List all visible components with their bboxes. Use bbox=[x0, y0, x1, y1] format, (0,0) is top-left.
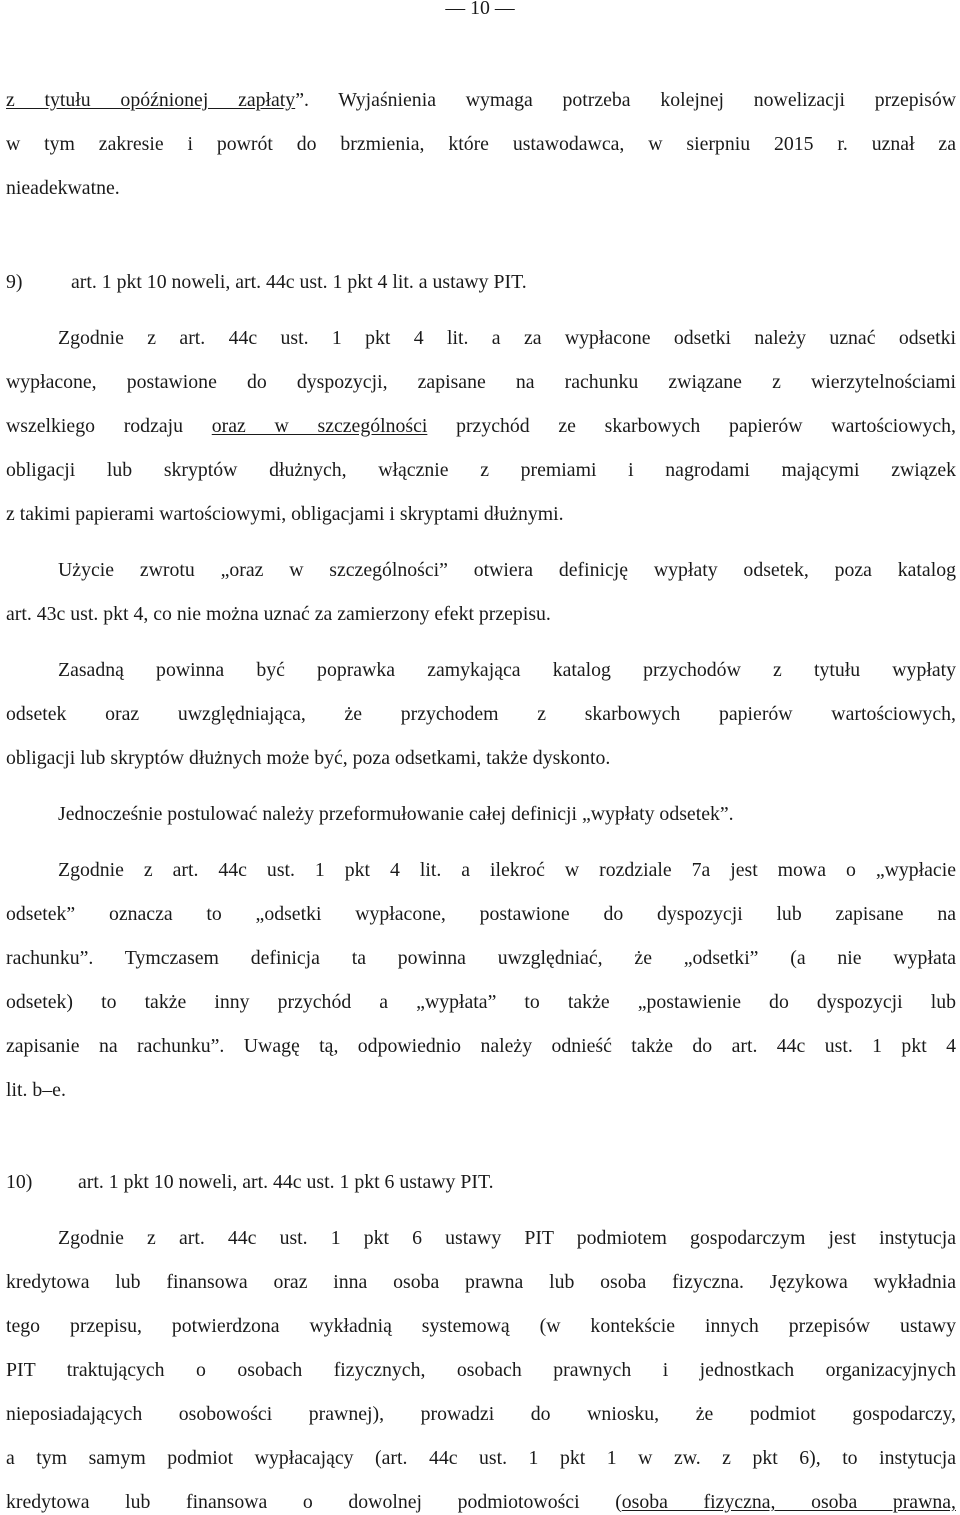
text-line: Zgodnie z art. 44c ust. 1 pkt 6 ustawy PIT podmiotem gospodarczym jest instytucja bbox=[58, 1227, 956, 1249]
text-line bbox=[6, 414, 956, 438]
text-line: odsetek” oznacza to „odsetki wypłacone, postawione do dyspozycji lub zapisane na bbox=[6, 903, 956, 925]
section-title: art. 1 pkt 10 noweli, art. 44c ust. 1 pkt 4 lit. a ustawy PIT. bbox=[71, 271, 527, 293]
underlined-phrase: osoba fizyczna, osoba prawna, bbox=[621, 1491, 956, 1513]
underlined-phrase: z tytułu opóźnionej zapłaty bbox=[6, 89, 296, 111]
text-line: kredytowa lub finansowa oraz inna osoba prawna lub osoba fizyczna. Językowa wykładnia bbox=[6, 1271, 956, 1293]
text-line: odsetek oraz uwzględniająca, że przychodem z skarbowych papierów wartościowych, bbox=[6, 703, 956, 725]
text-line: art. 43c ust. pkt 4, co nie można uznać za zamierzony efekt przepisu. bbox=[6, 603, 551, 625]
text-line: wypłacone, postawione do dyspozycji, zapisane na rachunku związane z wierzytelnościami bbox=[6, 371, 956, 393]
text-line: zapisanie na rachunku”. Uwagę tą, odpowiednio należy odnieść także do art. 44c ust. 1 pkt 4 bbox=[6, 1035, 956, 1057]
text-line: rachunku”. Tymczasem definicja ta powinna uwzględniać, że „odsetki” (a nie wypłata bbox=[6, 947, 956, 969]
text-line: z takimi papierami wartościowymi, obligacjami i skryptami dłużnymi. bbox=[6, 503, 564, 525]
text-line: odsetek) to także inny przychód a „wypłata” to także „postawienie do dyspozycji lub bbox=[6, 991, 956, 1013]
text-line: obligacji lub skryptów dłużnych może być, poza odsetkami, także dyskonto. bbox=[6, 747, 611, 769]
text-fragment: wszelkiego rodzaju bbox=[6, 415, 212, 437]
text-fragment: ”. Wyjaśnienia wymaga potrzeba kolejnej nowelizacji przepisów bbox=[295, 89, 956, 111]
text-line: nieposiadających osobowości prawnej), prowadzi do wniosku, że podmiot gospodarczy, bbox=[6, 1403, 956, 1425]
page-number: — 10 — bbox=[445, 0, 515, 19]
text-line: Zgodnie z art. 44c ust. 1 pkt 4 lit. a za wypłacone odsetki należy uznać odsetki bbox=[58, 327, 956, 349]
text-line: Zasadną powinna być poprawka zamykająca katalog przychodów z tytułu wypłaty bbox=[58, 659, 956, 681]
text-line: Użycie zwrotu „oraz w szczególności” otwiera definicję wypłaty odsetek, poza katalog bbox=[58, 559, 956, 581]
section-title: art. 1 pkt 10 noweli, art. 44c ust. 1 pkt 6 ustawy PIT. bbox=[78, 1171, 494, 1193]
text-line: w tym zakresie i powrót do brzmienia, które ustawodawca, w sierpniu 2015 r. uznał za bbox=[6, 133, 956, 155]
text-line: Zgodnie z art. 44c ust. 1 pkt 4 lit. a ilekroć w rozdziale 7a jest mowa o „wypłacie bbox=[58, 859, 956, 881]
underlined-phrase: oraz w szczególności bbox=[211, 415, 428, 437]
text-line: PIT traktujących o osobach fizycznych, osobach prawnych i jednostkach organizacyjnych bbox=[6, 1359, 956, 1381]
text-line: tego przepisu, potwierdzona wykładnią systemową (w kontekście innych przepisów ustawy bbox=[6, 1315, 956, 1337]
text-fragment: kredytowa lub finansowa o dowolnej podmiotowości ( bbox=[6, 1491, 622, 1513]
section-number: 10) bbox=[6, 1171, 33, 1193]
text-line: lit. b–e. bbox=[6, 1079, 66, 1101]
text-line bbox=[6, 1490, 956, 1514]
text-line: Jednocześnie postulować należy przeformułowanie całej definicji „wypłaty odsetek”. bbox=[58, 803, 734, 825]
section-number: 9) bbox=[6, 271, 23, 293]
text-line: obligacji lub skryptów dłużnych, włącznie z premiami i nagrodami mającymi związek bbox=[6, 459, 956, 481]
section-heading-9 bbox=[6, 270, 956, 294]
text-line bbox=[6, 88, 956, 112]
text-line: nieadekwatne. bbox=[6, 177, 120, 199]
text-fragment: przychód ze skarbowych papierów wartościowych, bbox=[427, 415, 956, 437]
section-heading-10 bbox=[6, 1170, 956, 1194]
text-line: a tym samym podmiot wypłacający (art. 44c ust. 1 pkt 1 w zw. z pkt 6), to instytucja bbox=[6, 1447, 956, 1469]
